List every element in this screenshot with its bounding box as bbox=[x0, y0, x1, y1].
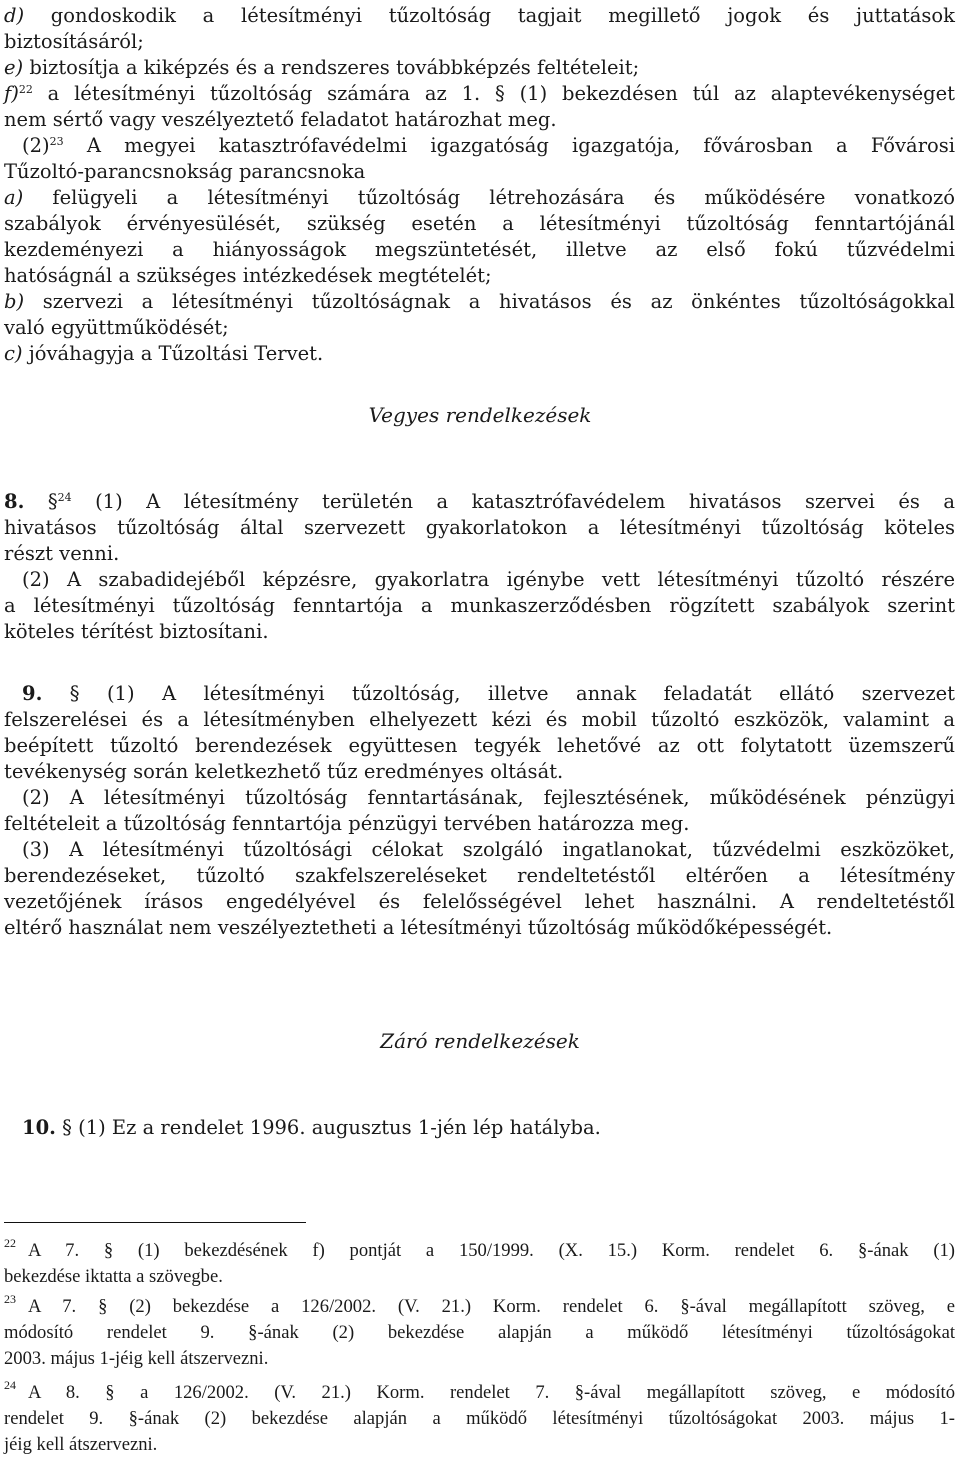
body-line bbox=[4, 733, 955, 759]
item-letter: f) bbox=[4, 82, 19, 105]
line-text: Tűzoltó-parancsnokság parancsnoka bbox=[4, 160, 366, 183]
line-text: § (1) Ez a rendelet 1996. augusztus 1-jén lép hatályba. bbox=[55, 1116, 601, 1139]
body-line bbox=[4, 211, 955, 237]
line-text: biztosításáról; bbox=[4, 30, 144, 53]
line-text: (3) A létesítményi tűzoltósági célokat szolgáló ingatlanokat, tűzvédelmi eszközöket, bbox=[22, 838, 955, 861]
footnote-text: A 7. § (1) bekezdésének f) pontját a 150/1999. (X. 15.) Korm. rendelet 6. §-ának (1) bbox=[28, 1240, 955, 1261]
line-text: (2) A szabadidejéből képzésre, gyakorlatra igénybe vett létesítményi tűzoltó részére bbox=[22, 568, 955, 591]
body-line bbox=[22, 837, 955, 863]
item-letter: e) bbox=[4, 56, 24, 79]
footnote-ref[interactable]: 23 bbox=[49, 135, 64, 148]
footnote-text: bekezdése iktatta a szövegbe. bbox=[4, 1266, 223, 1287]
body-line bbox=[4, 159, 955, 185]
line-text: (1) A létesítmény területén a katasztrófavédelem hivatásos szervei és a bbox=[71, 490, 956, 513]
section-number: 10. bbox=[22, 1116, 56, 1139]
body-line bbox=[4, 263, 955, 289]
line-text: kezdeményezi a hiányosságok megszüntetését, illetve az első fokú tűzvédelmi bbox=[4, 238, 955, 261]
line-text: köteles térítést biztosítani. bbox=[4, 620, 269, 643]
body-line bbox=[22, 785, 955, 811]
line-text: eltérő használat nem veszélyeztetheti a létesítményi tűzoltóság működőképességét. bbox=[4, 916, 833, 939]
line-text: jóváhagyja a Tűzoltási Tervet. bbox=[22, 342, 324, 365]
body-line bbox=[4, 515, 955, 541]
line-text: szabályok érvényesülését, szükség esetén a létesítményi tűzoltóság fenntartójánál bbox=[4, 212, 955, 235]
footnote-text: A 7. § (2) bekezdése a 126/2002. (V. 21.) Korm. rendelet 6. §-ával megállapított szöveg, e bbox=[28, 1296, 955, 1317]
footnote-text: rendelet 9. §-ának (2) bekezdése alapján a működő létesítményi tűzoltóságokat 2003. május 1- bbox=[4, 1408, 955, 1429]
line-text: hivatásos tűzoltóság által szervezett gyakorlatokon a létesítményi tűzoltóság köteles bbox=[4, 516, 955, 539]
footnote-number: 24 bbox=[4, 1378, 16, 1392]
line-text: beépített tűzoltó berendezések együttesen tegyék lehetővé az ott folytatott üzemszerű bbox=[4, 734, 955, 757]
body-line bbox=[4, 811, 955, 837]
line-text: (2) A létesítményi tűzoltóság fenntartásának, fejlesztésének, működésének pénzügyi bbox=[22, 786, 955, 809]
section-heading: Vegyes rendelkezések bbox=[368, 403, 592, 427]
item-letter: b) bbox=[4, 290, 25, 313]
body-line bbox=[4, 863, 955, 889]
line-text: nem sértő vagy veszélyeztető feladatot határozhat meg. bbox=[4, 108, 557, 131]
section-number: 8. bbox=[4, 490, 25, 513]
body-line: 9. § (1) A létesítményi tűzoltóság, illetve annak feladatát ellátó szervezet bbox=[22, 682, 955, 705]
footnote-line bbox=[4, 1347, 955, 1371]
body-line bbox=[4, 315, 955, 341]
body-line bbox=[22, 567, 955, 593]
footnote-line bbox=[4, 1433, 955, 1457]
footnote-line bbox=[4, 1321, 955, 1345]
body-line bbox=[4, 341, 955, 367]
footnote-ref[interactable]: 24 bbox=[57, 491, 72, 504]
footnote-number: 23 bbox=[4, 1292, 16, 1306]
line-text: (1) A létesítményi tűzoltóság, illetve annak feladatát ellátó szervezet bbox=[79, 682, 955, 705]
body-line bbox=[4, 619, 955, 645]
item-letter: a) bbox=[4, 186, 24, 209]
body-line bbox=[4, 889, 955, 915]
line-text: gondoskodik a létesítményi tűzoltóság tagjait megillető jogok és juttatások bbox=[24, 4, 955, 27]
line-text: tevékenység során keletkezhető tűz eredményes oltását. bbox=[4, 760, 564, 783]
body-line bbox=[4, 289, 955, 315]
footnote-line bbox=[4, 1292, 955, 1319]
body-line bbox=[4, 541, 955, 567]
line-text: feltételeit a tűzoltóság fenntartója pénzügyi tervében határozza meg. bbox=[4, 812, 690, 835]
line-text: hatóságnál a szükséges intézkedések megtételét; bbox=[4, 264, 492, 287]
body-line bbox=[4, 593, 955, 619]
section-heading: Záró rendelkezések bbox=[380, 1029, 580, 1053]
paragraph-number: (2) bbox=[22, 134, 50, 157]
footnote-line bbox=[4, 1265, 955, 1289]
line-text: felszerelései és a létesítményben elhelyezett kézi és mobil tűzoltó eszközök, valamint a bbox=[4, 708, 955, 731]
body-line bbox=[4, 759, 955, 785]
footnote-text: módosító rendelet 9. §-ának (2) bekezdése alapján a működő létesítményi tűzoltóságokat bbox=[4, 1322, 955, 1343]
line-text: a létesítményi tűzoltóság fenntartója a munkaszerződésben rögzített szabályok szerint bbox=[4, 594, 955, 617]
body-line bbox=[4, 3, 955, 29]
footnote-text: jéig kell átszervezni. bbox=[4, 1434, 158, 1455]
body-line bbox=[4, 237, 955, 263]
footnote-ref[interactable]: 22 bbox=[18, 83, 33, 96]
body-line bbox=[4, 915, 955, 941]
line-text: A megyei katasztrófavédelmi igazgatóság igazgatója, fővárosban a Fővárosi bbox=[63, 134, 955, 157]
body-line: 8. §$^{24}$ (1) A létesítmény területén a katasztrófavédelem hivatásos szervei és a bbox=[4, 490, 956, 513]
body-line bbox=[4, 185, 955, 211]
line-text: biztosítja a kiképzés és a rendszeres továbbképzés feltételeit; bbox=[23, 56, 640, 79]
line-text: a létesítményi tűzoltóság számára az 1. § (1) bekezdésen túl az alaptevékenységet bbox=[32, 82, 955, 105]
item-letter: d) bbox=[4, 4, 25, 27]
footnote-separator bbox=[4, 1222, 306, 1223]
footnote-line bbox=[4, 1236, 955, 1263]
body-line bbox=[4, 55, 955, 81]
section-number: 9. bbox=[22, 682, 43, 705]
item-letter: c) bbox=[4, 342, 23, 365]
footnote-text: 2003. május 1-jéig kell átszervezni. bbox=[4, 1348, 269, 1369]
body-line bbox=[4, 81, 955, 107]
line-text: szervezi a létesítményi tűzoltóságnak a hivatásos és az önkéntes tűzoltóságokkal bbox=[24, 290, 955, 313]
body-line bbox=[4, 107, 955, 133]
line-text: berendezéseket, tűzoltó szakfelszereléseket rendeltetéstől eltérően a létesítmény bbox=[4, 864, 955, 887]
footnote-line bbox=[4, 1378, 955, 1405]
body-line bbox=[4, 29, 955, 55]
line-text: vezetőjének írásos engedélyével és felelősségével lehet használni. A rendeltetéstől bbox=[4, 890, 955, 913]
body-line bbox=[4, 707, 955, 733]
footnote-text: A 8. § a 126/2002. (V. 21.) Korm. rendelet 7. §-ával megállapított szöveg, e módosító bbox=[28, 1382, 955, 1403]
footnote-line bbox=[4, 1407, 955, 1431]
footnote-number: 22 bbox=[4, 1236, 16, 1250]
line-text: felügyeli a létesítményi tűzoltóság létrehozására és működésére vonatkozó bbox=[23, 186, 955, 209]
body-line bbox=[22, 1115, 955, 1141]
body-line bbox=[22, 133, 955, 159]
line-text: részt venni. bbox=[4, 542, 120, 565]
line-text: való együttműködését; bbox=[4, 316, 229, 339]
